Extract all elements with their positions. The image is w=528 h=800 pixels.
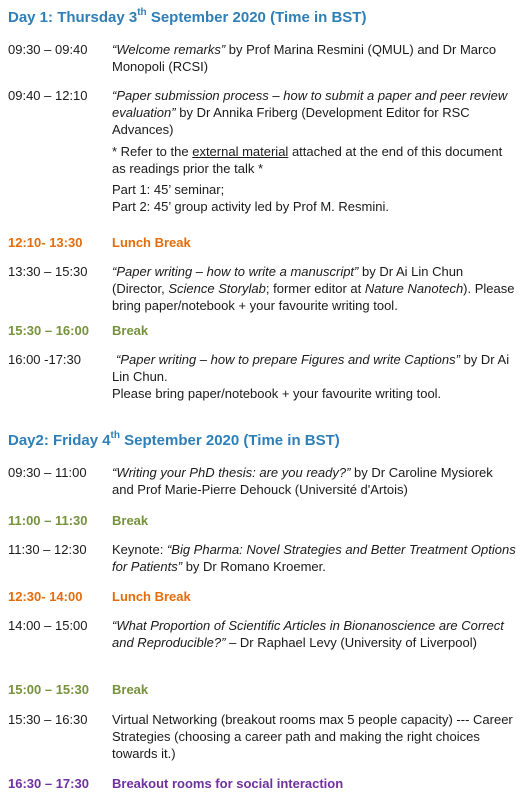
session-title: “Big Pharma: Novel Strategies and Better Treatment Options for Patients” [112,542,516,574]
day2-heading-prefix: Day2: Friday 4 [8,432,111,449]
break-time: 12:10- 13:30 [8,235,83,250]
part2-text: Part 2: 45’ group activity led by Prof M. Resmini. [112,199,389,214]
day1-heading-prefix: Day 1: Thursday 3 [8,9,138,26]
session-title: “Welcome remarks” [112,42,226,57]
session-note: ). Please bring paper/notebook + your favourite writing tool. [112,281,515,313]
break-label: Lunch Break [112,589,191,604]
speaker-role: ; former editor at [265,281,365,296]
breakout-label: Breakout rooms for social interaction [112,776,344,791]
session-title: “Writing your PhD thesis: are you ready?” [112,465,351,480]
break-time: 12:30- 14:00 [8,589,83,604]
session-title: “Paper writing – how to write a manuscript” [112,264,359,279]
day2-heading-sup: th [110,430,120,441]
day1-heading-suffix: September 2020 (Time in BST) [146,9,367,26]
break-label: Lunch Break [112,235,191,250]
break-label: Break [112,513,149,528]
session-description [112,351,518,402]
session-speaker: – Dr Raphael Levy (University of Liverpool) [225,635,477,650]
session-description [112,541,518,575]
note-text: * Refer to the [112,144,193,159]
break-time: 11:00 – 11:30 [8,513,88,528]
external-material-link[interactable]: external material [192,144,289,159]
session-title: “Paper submission process – how to submit a paper and peer review evaluation” [112,88,508,120]
breakout-time: 16:30 – 17:30 [8,776,89,791]
session-description [112,617,518,651]
session-speaker: by Dr Romano Kroemer. [182,559,326,574]
organisation-name: Science Storylab [168,281,266,296]
session-note: Please bring paper/notebook + your favourite writing tool. [112,386,442,401]
session-speaker: by Dr Ai Lin Chun (Director, [112,264,464,296]
session-parts [112,181,518,215]
session-title: “Paper writing – how to prepare Figures and write Captions” [116,352,460,367]
session-time: 13:30 – 15:30 [8,264,88,279]
readings-note [112,143,518,177]
session-description: Virtual Networking (breakout rooms max 5 people capacity) --- Career Strategies (choosing a career path and making the right choices towards it.) [112,712,513,761]
break-time: 15:00 – 15:30 [8,682,89,697]
session-speakers: by Dr Caroline Mysiorek and Prof Marie-Pierre Dehouck (Université d'Artois) [112,465,493,497]
session-time: 09:30 – 11:00 [8,465,87,480]
session-time: 09:30 – 09:40 [8,42,88,57]
break-label: Break [112,682,149,697]
day1-heading [8,9,366,26]
session-description [112,87,518,215]
day1-heading-sup: th [137,7,147,18]
session-description [112,41,518,75]
session-description [112,263,518,314]
part1-text: Part 1: 45’ seminar; [112,182,225,197]
session-time: 16:00 -17:30 [8,352,82,367]
session-speakers: by Prof Marina Resmini (QMUL) and Dr Marco Monopoli (RCSI) [112,42,497,74]
session-speaker: by Dr Ai Lin Chun. [112,352,510,384]
note-text-end: attached at the end of this document as readings prior the talk * [112,144,503,176]
session-time: 11:30 – 12:30 [8,542,87,557]
keynote-label: Keynote: [112,542,167,557]
session-time: 15:30 – 16:30 [8,712,88,727]
break-time: 15:30 – 16:00 [8,323,89,338]
session-time: 14:00 – 15:00 [8,618,88,633]
session-time: 09:40 – 12:10 [8,88,88,103]
day2-heading-suffix: September 2020 (Time in BST) [120,432,340,449]
session-description [112,464,518,498]
journal-name: Nature Nanotech [364,281,464,296]
day2-heading [8,432,340,449]
break-label: Break [112,323,149,338]
session-title: “What Proportion of Scientific Articles in Bionanoscience are Correct and Reproducible?” [112,618,504,650]
session-speakers: by Dr Annika Friberg (Development Editor for RSC Advances) [112,105,470,137]
